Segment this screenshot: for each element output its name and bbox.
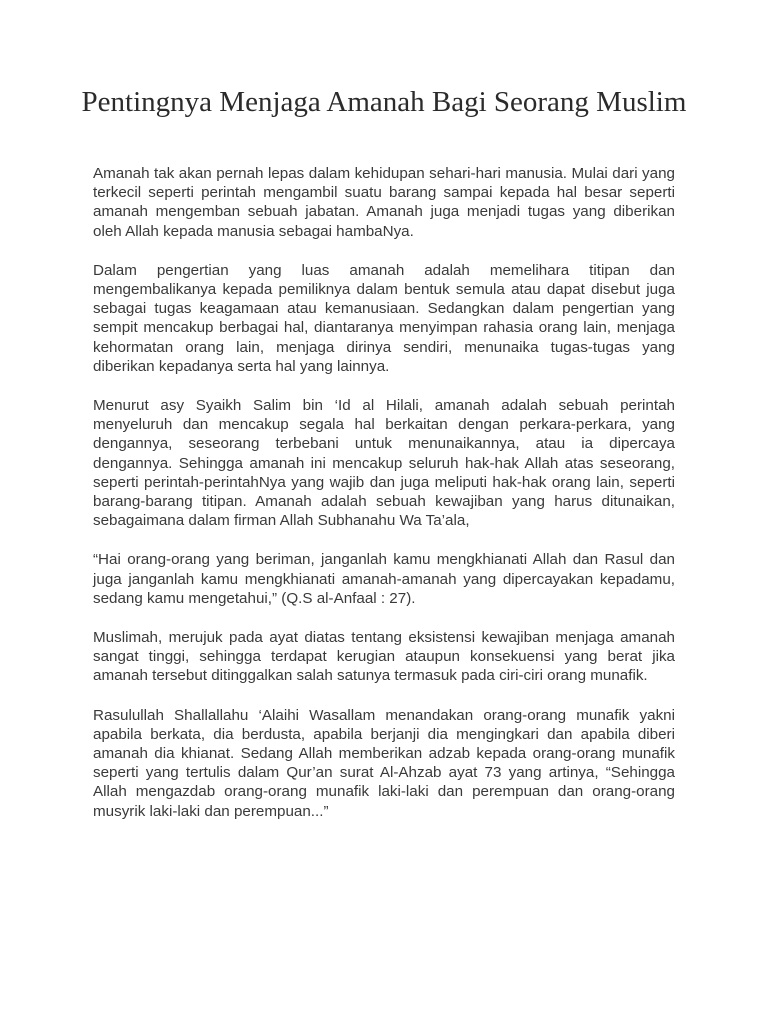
paragraph-4-quote: “Hai orang-orang yang beriman, janganlah kamu mengkhianati Allah dan Rasul dan juga janganlah kamu mengkhianati amanah-amanah yang dipercayakan kepadamu, sedang kamu mengetahui,” (Q.S al-Anfaal : 27). [93, 551, 675, 607]
document-title: Pentingnya Menjaga Amanah Bagi Seorang Muslim [81, 86, 687, 118]
paragraph-1: Amanah tak akan pernah lepas dalam kehidupan sehari-hari manusia. Mulai dari yang terkecil seperti perintah mengambil suatu barang sampai kepada hal besar seperti amanah mengemban sebuah jabatan. Amanah juga menjadi tugas yang diberikan oleh Allah kepada manusia sebagai hambaNya. [93, 165, 675, 240]
paragraph-2: Dalam pengertian yang luas amanah adalah memelihara titipan dan mengembalikanya kepada pemiliknya dalam bentuk semula atau dapat disebut juga sebagai tugas keagamaan atau kemanusiaan. Sedangkan dalam pengertian yang sempit mencakup berbagai hal, diantaranya menyimpan rahasia orang lain, menjaga kehormatan orang lain, menjaga dirinya sendiri, menunaika tugas-tugas yang diberikan kepadanya serta hal yang lainnya. [93, 261, 675, 375]
paragraph-6: Rasulullah Shallallahu ‘Alaihi Wasallam menandakan orang-orang munafik yakni apabila berkata, dia berdusta, apabila berjanji dia mengingkari dan apabila diberi amanah dia khianat. Sedang Allah memberikan adzab kepada orang-orang munafik seperti yang tertulis dalam Qur’an surat Al-Ahzab ayat 73 yang artinya, “Sehingga Allah mengazdab orang-orang munafik laki-laki dan perempuan dan orang-orang musyrik laki-laki dan perempuan...” [93, 706, 675, 820]
paragraph-5: Muslimah, merujuk pada ayat diatas tentang eksistensi kewajiban menjaga amanah sangat tinggi, sehingga terdapat kerugian ataupun konsekuensi yang berat jika amanah tersebut ditinggalkan salah satunya termasuk pada ciri-ciri orang munafik. [93, 629, 675, 685]
document-body [93, 164, 675, 841]
paragraph-3: Menurut asy Syaikh Salim bin ‘Id al Hilali, amanah adalah sebuah perintah menyeluruh dan mencakup segala hal berkaitan dengan perkara-perkara, yang dengannya, seseorang terbebani untuk menunaikannya, atau ia dipercaya dengannya. Sehingga amanah ini mencakup seluruh hak-hak Allah atas seseorang, seperti perintah-perintahNya yang wajib dan juga meliputi hak-hak orang lain, seperti barang-barang titipan. Amanah adalah sebuah kewajiban yang harus ditunaikan, sebagaimana dalam firman Allah Subhanahu Wa Ta’ala, [93, 397, 675, 530]
